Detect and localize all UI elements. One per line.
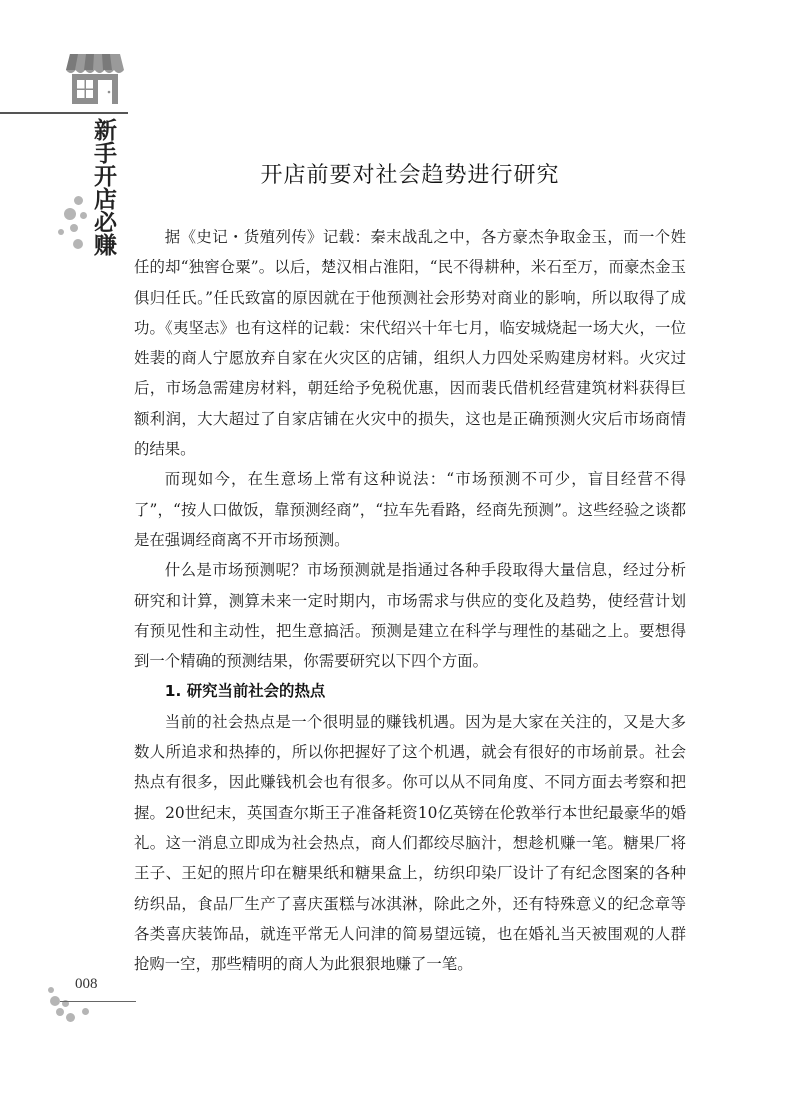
decor-dot bbox=[48, 987, 54, 993]
paragraph: 什么是市场预测呢？市场预测就是指通过各种手段取得大量信息，经过分析研究和计算，测算未来一定时期内，市场需求与供应的变化及趋势，使经营计划有预见性和主动性，把生意搞活。预测是建立在科学与理性的基础之上。要想得到一个精确的预测结果，你需要研究以下四个方面。 bbox=[134, 561, 686, 671]
body-text bbox=[134, 222, 686, 979]
decor-dot bbox=[56, 1008, 64, 1016]
decor-dot bbox=[73, 239, 83, 249]
paragraph: 据《史记・货殖列传》记载：秦末战乱之中，各方豪杰争取金玉，而一个姓任的却“独窖仓粟”。以后，楚汉相占淮阳，“民不得耕种，米石至万，而豪杰金玉俱归任氏。”任氏致富的原因就在于他预测社会形势对商业的影响，所以取得了成功。《夷坚志》也有这样的记载：宋代绍兴十年七月，临安城烧起一场大火，一位姓裴的商人宁愿放弃自家在火灾区的店铺，组织人力四处采购建房材料。火灾过后，市场急需建房材料，朝廷给予免税优惠，因而裴氏借机经营建筑材料获得巨额利润，大大超过了自家店铺在火灾中的损失，这也是正确预测火灾后市场商情的结果。 bbox=[134, 228, 686, 459]
decor-dot bbox=[66, 1013, 75, 1022]
paragraph: 而现如今，在生意场上常有这种说法：“市场预测不可少，盲目经营不得了”，“按人口做饭，靠预测经商”，“拉车先看路，经商先预测”。这些经验之谈都是在强调经商离不开市场预测。 bbox=[134, 470, 686, 549]
paragraph: 当前的社会热点是一个很明显的赚钱机遇。因为是大家在关注的，又是大多数人所追求和热捧的，所以你把握好了这个机遇，就会有很好的市场前景。社会热点有很多，因此赚钱机会也有很多。你可以从不同角度、不同方面去考察和把握。20世纪末，英国查尔斯王子准备耗资10亿英镑在伦敦举行本世纪最豪华的婚礼。这一消息立即成为社会热点，商人们都绞尽脑汁，想趁机赚一笔。糖果厂将王子、王妃的照片印在糖果纸和糖果盒上，纺织印染厂设计了有纪念图案的各种纺织品，食品厂生产了喜庆蛋糕与冰淇淋，除此之外，还有特殊意义的纪念章等各类喜庆装饰品，就连平常无人问津的简易望远镜，也在婚礼当天被围观的人群抢购一空，那些精明的商人为此狠狠地赚了一笔。 bbox=[134, 712, 686, 974]
decor-dot bbox=[74, 196, 83, 205]
book-title: 新手开店必赚 bbox=[90, 118, 117, 256]
footer-rule bbox=[60, 1001, 136, 1002]
chapter-title: 开店前要对社会趋势进行研究 bbox=[260, 163, 560, 188]
header-rule bbox=[0, 112, 128, 114]
decor-dot bbox=[82, 1008, 89, 1015]
shop-storefront-icon bbox=[66, 50, 124, 104]
page-number: 008 bbox=[75, 976, 98, 992]
decor-dot bbox=[58, 229, 64, 235]
decor-dot bbox=[50, 996, 60, 1006]
decor-dot bbox=[70, 224, 78, 232]
decor-dot bbox=[64, 208, 76, 220]
section-heading: 1. 研究当前社会的热点 bbox=[164, 682, 326, 701]
decor-dot bbox=[80, 212, 87, 219]
